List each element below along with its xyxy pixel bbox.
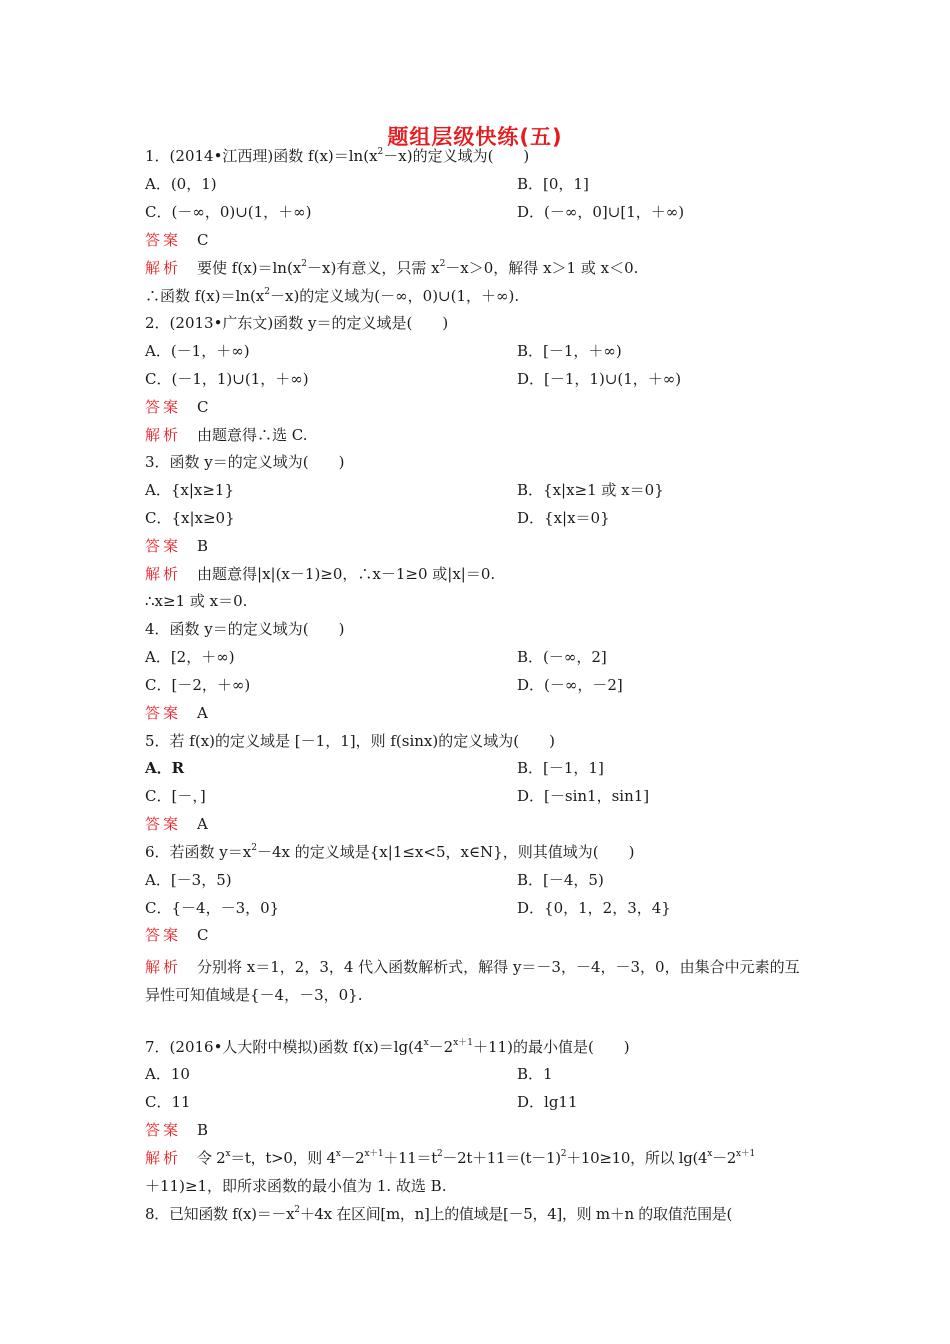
q3-option-a: A．{x|x≥1} bbox=[145, 481, 235, 499]
page-title: 题组层级快练(五) bbox=[387, 125, 563, 149]
q6-option-d: D．{0，1，2，3，4} bbox=[517, 899, 671, 917]
q1-analysis: 解析 要使 $f(x)=\ln(x^2-x)$有意义，只需 $x^2-x>0$，解得 x＞1 或 x＜0. bbox=[145, 259, 639, 277]
analysis-label: 解析 bbox=[145, 259, 182, 277]
q5-answer: 答案 A bbox=[145, 815, 208, 833]
q2-option-a: A．(－1，＋∞) bbox=[145, 342, 250, 360]
analysis-label: 解析 bbox=[145, 1149, 182, 1167]
q7-option-b: B．1 bbox=[517, 1065, 553, 1083]
q4-option-b: B．(－∞，2] bbox=[517, 648, 607, 666]
answer-label: 答案 bbox=[145, 231, 182, 249]
q7-analysis-continued: ＋11)≥1，即所求函数的最小值为 1. 故选 B. bbox=[145, 1177, 447, 1195]
q2-option-d: D．[－1，1)∪(1，＋∞) bbox=[517, 370, 682, 388]
q5-option-d: D．[－sin1，sin1] bbox=[517, 787, 650, 805]
analysis-label: 解析 bbox=[145, 958, 182, 976]
q3-analysis: 解析 由题意得|x|(x－1)≥0，∴x－1≥0 或|x|＝0. bbox=[145, 565, 496, 583]
answer-label: 答案 bbox=[145, 926, 182, 944]
q7-analysis: 解析 令 $2^x=t$，t>0，则 $4^x-2^{x+1}+11=t^2-2t+11=(t-1)^2+10\ge 10$，所以 $\lg(4^x-2^{x+1}$ bbox=[145, 1149, 755, 1167]
q5-option-c: C．[－，] bbox=[145, 787, 206, 805]
q2-option-c: C．(－1，1)∪(1，＋∞) bbox=[145, 370, 309, 388]
q2-answer: 答案 C bbox=[145, 398, 209, 416]
q3-option-b: B．{x|x≥1 或 x＝0} bbox=[517, 481, 664, 499]
q2-analysis: 解析 由题意得∴选 C. bbox=[145, 426, 308, 444]
answer-label: 答案 bbox=[145, 815, 182, 833]
analysis-label: 解析 bbox=[145, 565, 182, 583]
q3-option-d: D．{x|x＝0} bbox=[517, 509, 610, 527]
question-6-stem: 6．若函数 $y=x^2-4x$ 的定义域是{x|1≤x<5，x∈N}，则其值域为( ) bbox=[145, 843, 635, 861]
q1-option-d: D．(－∞，0]∪[1，＋∞) bbox=[517, 203, 685, 221]
q1-option-c: C．(－∞，0)∪(1，＋∞) bbox=[145, 203, 312, 221]
q7-option-c: C．11 bbox=[145, 1093, 191, 1111]
question-8-stem: 8．已知函数 $f(x)=-x^2+4x$ 在区间[m，n]上的值域是[－5，4]，则 m＋n 的取值范围是( bbox=[145, 1205, 733, 1223]
answer-label: 答案 bbox=[145, 1121, 182, 1139]
q1-option-b: B．[0，1] bbox=[517, 175, 589, 193]
q3-answer: 答案 B bbox=[145, 537, 209, 555]
q6-answer: 答案 C bbox=[145, 926, 209, 944]
q6-option-c: C．{－4，－3，0} bbox=[145, 899, 280, 917]
question-3-stem: 3．函数 y＝的定义域为( ) bbox=[145, 453, 345, 471]
answer-label: 答案 bbox=[145, 398, 182, 416]
q4-option-c: C．[－2，＋∞) bbox=[145, 676, 251, 694]
q7-answer: 答案 B bbox=[145, 1121, 209, 1139]
analysis-label: 解析 bbox=[145, 426, 182, 444]
q3-option-c: C．{x|x≥0} bbox=[145, 509, 235, 527]
q7-option-a: A．10 bbox=[145, 1065, 190, 1083]
q5-option-b: B．[－1，1] bbox=[517, 759, 604, 777]
answer-label: 答案 bbox=[145, 537, 182, 555]
question-2-stem: 2．(2013•广东文)函数 y＝的定义域是( ) bbox=[145, 314, 449, 332]
question-4-stem: 4．函数 y＝的定义域为( ) bbox=[145, 620, 345, 638]
q1-analysis-continued: ∴函数 $f(x)=\ln(x^2-x)$的定义域为(－∞，0)∪(1，＋∞). bbox=[145, 287, 520, 305]
q7-option-d: D．lg11 bbox=[517, 1093, 578, 1111]
question-1-stem: 1．(2014•江西理)函数 $f(x)=\ln(x^2-x)$的定义域为( ) bbox=[145, 147, 530, 165]
q4-answer: 答案 A bbox=[145, 704, 208, 722]
q6-analysis: 解析 分别将 x＝1，2，3，4 代入函数解析式，解得 y＝－3，－4，－3，0，由集合中元素的互异性可知值域是{－4，－3，0}. bbox=[145, 958, 800, 1004]
q4-option-d: D．(－∞，－2] bbox=[517, 676, 623, 694]
question-7-stem: 7．(2016•人大附中模拟)函数 $f(x)=\lg(4^x-2^{x+1}+11)$的最小值是( ) bbox=[145, 1038, 630, 1056]
q6-option-a: A．[－3，5) bbox=[145, 871, 232, 889]
q4-option-a: A．[2，＋∞) bbox=[145, 648, 235, 666]
question-5-stem: 5．若 f(x)的定义域是 [－1，1]，则 f(sinx)的定义域为( ) bbox=[145, 732, 555, 750]
q1-option-a: A．(0，1) bbox=[145, 175, 217, 193]
q5-option-a: A．R bbox=[145, 759, 185, 777]
q6-option-b: B．[－4，5) bbox=[517, 871, 604, 889]
q2-option-b: B．[－1，＋∞) bbox=[517, 342, 622, 360]
answer-label: 答案 bbox=[145, 704, 182, 722]
q1-answer: 答案 C bbox=[145, 231, 209, 249]
q3-analysis-continued: ∴x≥1 或 x＝0. bbox=[145, 592, 248, 610]
